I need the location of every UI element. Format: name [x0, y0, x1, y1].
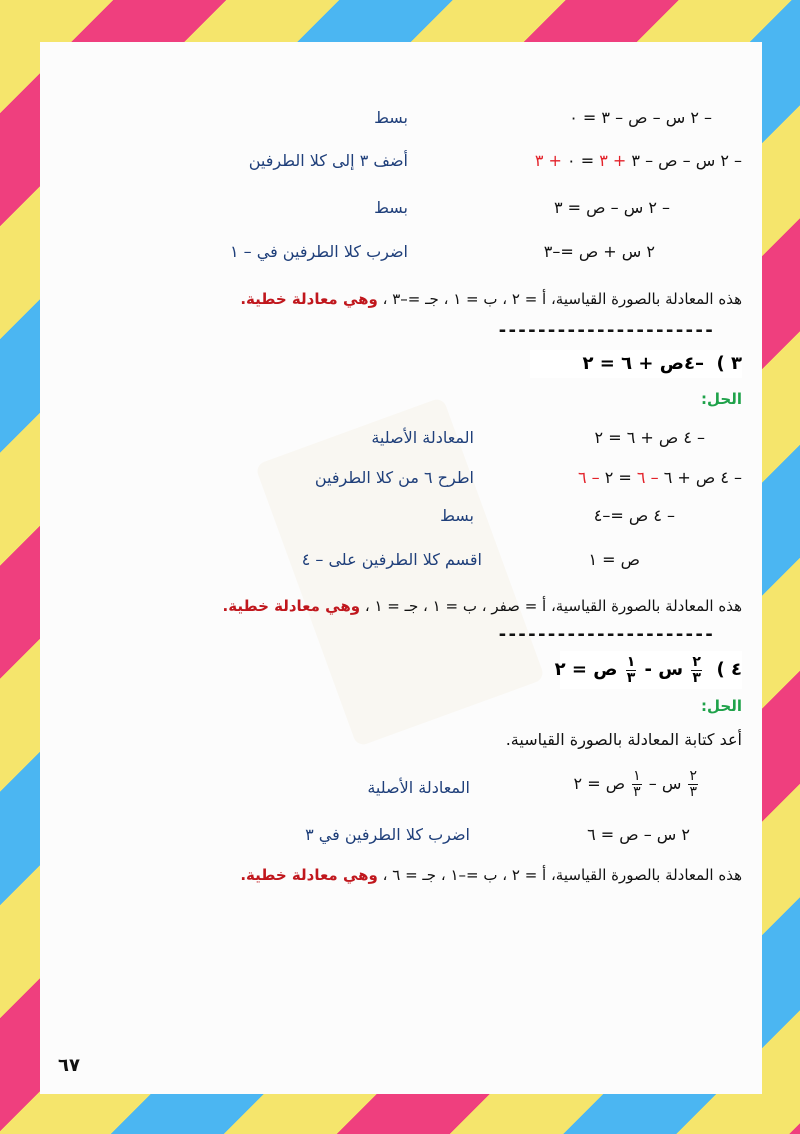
equation-part: = ٢ [599, 468, 637, 487]
equation-step: – ٢ س – ص – ٣ = ٠ [569, 108, 712, 127]
variable-term: ص = ٢ [573, 774, 626, 793]
conclusion [240, 290, 742, 308]
conclusion-highlight: وهي معادلة خطية. [240, 290, 378, 308]
equation-red-part: + ٣ [599, 151, 627, 170]
fraction-denominator: ٣ [692, 669, 701, 686]
fraction-denominator: ٣ [633, 784, 641, 800]
fraction [626, 655, 637, 686]
rewrite-instruction: أعد كتابة المعادلة بالصورة القياسية. [505, 730, 742, 749]
step-note: المعادلة الأصلية [367, 778, 470, 797]
step-note: اضرب كلا الطرفين في ٣ [305, 825, 470, 844]
equation-step [578, 468, 742, 487]
fraction-denominator: ٣ [626, 669, 636, 686]
step-note: بسط [374, 108, 408, 127]
equation-step: – ٤ ص =–٤ [593, 506, 675, 525]
step-note: المعادلة الأصلية [371, 428, 474, 447]
fraction-numerator: ١ [633, 768, 641, 784]
question-4 [554, 651, 742, 689]
fraction-numerator: ٢ [692, 653, 701, 670]
step-note: اطرح ٦ من كلا الطرفين [314, 468, 474, 487]
conclusion-highlight: وهي معادلة خطية. [240, 866, 378, 884]
conclusion-text: هذه المعادلة بالصورة القياسية، أ = ٢ ، ب = ١ ، جـ =–٣ ، [377, 290, 742, 308]
question-equation: –٤ص + ٦ = ٢ [582, 353, 704, 374]
step-note: اقسم كلا الطرفين على – ٤ [301, 550, 482, 569]
equation-part: = ٠ [561, 151, 600, 170]
equation-red-part: – ٦ [577, 468, 600, 487]
equation-step [574, 764, 700, 804]
fraction [632, 769, 642, 800]
fraction [688, 769, 698, 800]
conclusion-text: هذه المعادلة بالصورة القياسية، أ = صفر ، ب = ١ ، جـ = ١ ، [360, 597, 742, 615]
fraction [691, 655, 702, 686]
equation-red-part: + ٣ [534, 151, 562, 170]
conclusion [240, 866, 742, 884]
equation-step: – ٢ س – ص = ٣ [554, 198, 670, 217]
equation-step: ٢ س + ص =–٣ [543, 242, 655, 261]
conclusion-text: هذه المعادلة بالصورة القياسية، أ = ٢ ، ب =–١ ، جـ = ٦ ، [377, 866, 742, 884]
divider: ---------------------- [497, 624, 714, 645]
watermark [255, 397, 546, 747]
step-note: بسط [374, 198, 408, 217]
step-note: بسط [440, 506, 474, 525]
solution-label: الحل: [701, 697, 742, 715]
fraction-numerator: ١ [626, 653, 636, 670]
equation-step: ص = ١ [588, 550, 640, 569]
step-note: اضرب كلا الطرفين في – ١ [229, 242, 408, 261]
page-number: ٦٧ [58, 1055, 80, 1076]
step-note: أضف ٣ إلى كلا الطرفين [248, 151, 408, 170]
equation-step [535, 151, 742, 170]
question-3 [530, 350, 742, 378]
equation-part: – ٢ س – ص – ٣ [626, 151, 742, 170]
divider: ---------------------- [497, 320, 714, 341]
equation-part: – ٤ ص + ٦ [658, 468, 742, 487]
solution-label: الحل: [701, 390, 742, 408]
conclusion-highlight: وهي معادلة خطية. [222, 597, 361, 615]
equation-step: ٢ س – ص = ٦ [587, 825, 690, 844]
conclusion [223, 597, 742, 615]
question-number: ٣ ) [716, 353, 742, 374]
variable-term: س - [644, 659, 684, 680]
fraction-denominator: ٣ [689, 784, 697, 800]
equation-step: – ٤ ص + ٦ = ٢ [594, 428, 705, 447]
variable-term: ص = ٢ [554, 659, 618, 680]
fraction-numerator: ٢ [689, 768, 697, 784]
variable-term: س – [648, 774, 682, 793]
equation-red-part: – ٦ [636, 468, 659, 487]
question-number: ٤ ) [716, 659, 742, 680]
